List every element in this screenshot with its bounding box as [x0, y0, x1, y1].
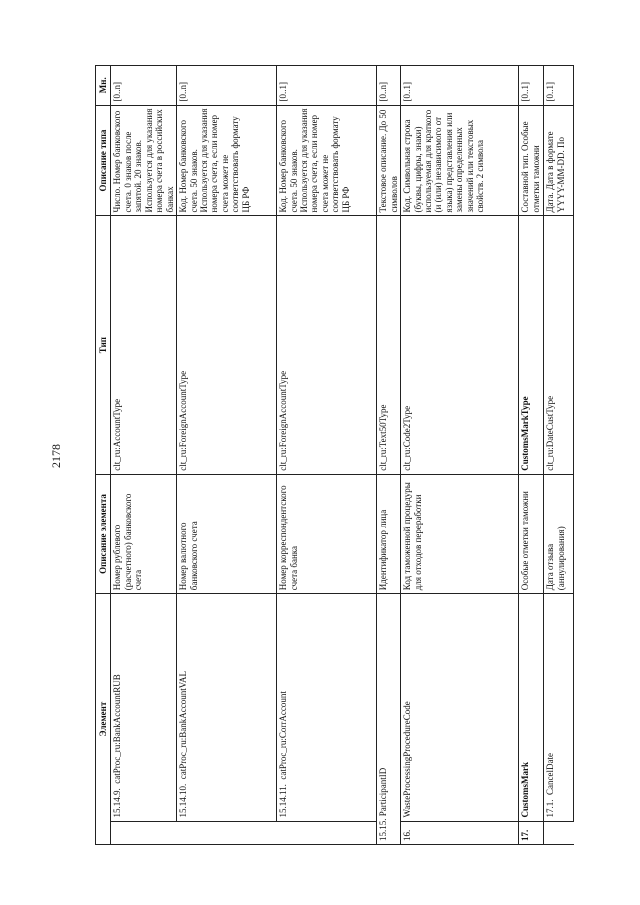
indent-cell	[111, 821, 177, 844]
multiplicity: [0..1]	[277, 66, 377, 106]
table-row	[111, 66, 177, 845]
page-number: 2178	[49, 444, 63, 468]
element-cell	[377, 594, 401, 845]
type-description: Код. Символьная строка (буквы, цифры, знаки) используемая для краткого (и (или) независимого от языка) представления или замены определенных значений или текстовых свойств. 2 символа	[401, 105, 519, 216]
element-description: Идентификатор лица	[377, 474, 401, 594]
element-cell	[111, 594, 177, 821]
indent-cell	[277, 821, 377, 844]
multiplicity: [0..1]	[401, 66, 519, 106]
type-description: Код. Номер банковского счета. 50 знаков. Используется для указания номера счета, если номер счета может не соответствовать формату ЦБ РФ	[177, 105, 277, 216]
element-description: Номер валютного банковского счета	[177, 474, 277, 594]
type-cell: CustomsMarkType	[519, 216, 544, 474]
row-number: 17.1.	[545, 799, 556, 818]
table-row	[177, 66, 277, 845]
element-cell	[177, 594, 277, 821]
indent-cell	[544, 821, 574, 844]
element-description: Дата отзыва (аннулирования)	[544, 474, 574, 594]
table-row	[401, 66, 519, 845]
multiplicity: [0..1]	[544, 66, 574, 106]
element-name: catProc_ru:BankAccountRUB	[112, 674, 123, 784]
element-spec-table	[95, 65, 574, 845]
type-cell: clt_ru:DateCustType	[544, 216, 574, 474]
row-number: 15.14.11.	[278, 784, 289, 818]
type-description: Дата. Дата в формате YYYY-MM-DD. По	[544, 105, 574, 216]
type-cell: clt_ru:ForeignAccountType	[177, 216, 277, 474]
row-number: 15.15.	[378, 818, 389, 841]
row-number: 17.	[519, 821, 544, 844]
table-row	[377, 66, 401, 845]
row-number: 15.14.10.	[178, 783, 189, 818]
table-row	[519, 66, 544, 845]
element-name: WasteProcessingProcedureCode	[401, 594, 519, 821]
row-number: 16.	[401, 821, 519, 844]
type-cell: clt_ru:AccountType	[111, 216, 177, 474]
element-cell	[277, 594, 377, 821]
type-description: Код. Номер банковского счета. 50 знаков. Используется для указания номера счета, если номер счета может не соответствовать формату ЦБ РФ	[277, 105, 377, 216]
type-cell: clt_ru:ForeignAccountType	[277, 216, 377, 474]
header-type: Тип	[96, 216, 111, 474]
element-name: catProc_ru:CorrAccount	[278, 691, 289, 780]
element-description: Номер рублевого (расчетного) банковского счета	[111, 474, 177, 594]
element-description: Особые отметки таможни	[519, 474, 544, 594]
element-description: Номер корреспондентского счета банка	[277, 474, 377, 594]
type-description: Текстовое описание. До 50 символов	[377, 105, 401, 216]
type-cell: clt_ru:Text50Type	[377, 216, 401, 474]
multiplicity: [0..n]	[377, 66, 401, 106]
multiplicity: [0..1]	[519, 66, 544, 106]
multiplicity: [0..n]	[177, 66, 277, 106]
multiplicity: [0..n]	[111, 66, 177, 106]
row-number: 15.14.9.	[112, 788, 123, 818]
rotated-table-area	[95, 65, 613, 845]
type-description: Число. Номер банковского счета. 0 знаков после запятой. 20 знаков. Используется для указания номера счета в российских банках	[111, 105, 177, 216]
element-name: CustomsMark	[519, 594, 544, 821]
header-type-description: Описание типа	[96, 105, 111, 216]
table-row	[277, 66, 377, 845]
element-name: CancelDate	[545, 753, 556, 796]
type-cell: clt_ru:Code2Type	[401, 216, 519, 474]
element-name: ParticipantID	[378, 767, 389, 817]
header-multiplicity: Мн.	[96, 66, 111, 106]
table-header-row	[96, 66, 111, 845]
element-description: Код таможенной процедуры для отходов переработки	[401, 474, 519, 594]
table-row	[544, 66, 574, 845]
element-name: catProc_ru:BankAccountVAL	[178, 670, 189, 780]
header-element-description: Описание элемента	[96, 474, 111, 594]
header-element: Элемент	[96, 594, 111, 845]
element-cell	[544, 594, 574, 821]
type-description: Составной тип. Особые отметки таможни	[519, 105, 544, 216]
indent-cell	[177, 821, 277, 844]
